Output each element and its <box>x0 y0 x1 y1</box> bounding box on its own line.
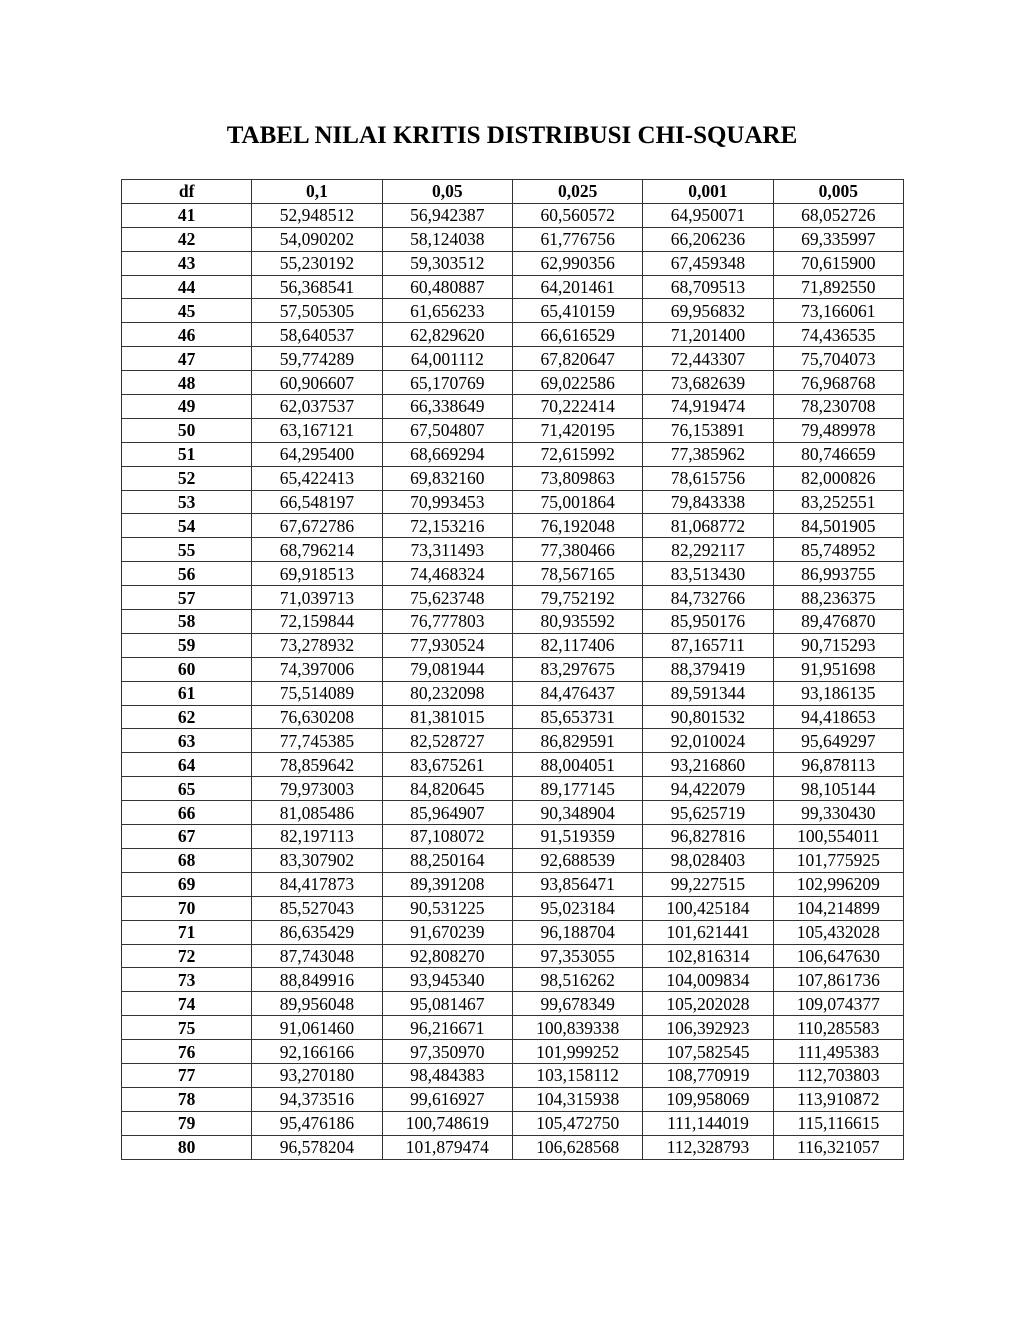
df-cell: 52 <box>122 466 252 490</box>
column-header-alpha: 0,05 <box>382 180 512 204</box>
value-cell: 74,436535 <box>773 323 903 347</box>
df-cell: 72 <box>122 944 252 968</box>
value-cell: 96,578204 <box>252 1135 382 1159</box>
table-row <box>122 753 904 777</box>
df-cell: 44 <box>122 275 252 299</box>
value-cell: 63,167121 <box>252 418 382 442</box>
df-cell: 41 <box>122 203 252 227</box>
value-cell: 61,776756 <box>512 227 642 251</box>
value-cell: 115,116615 <box>773 1111 903 1135</box>
table-row <box>122 347 904 371</box>
page-title: TABEL NILAI KRITIS DISTRIBUSI CHI-SQUARE <box>226 122 798 149</box>
value-cell: 80,232098 <box>382 681 512 705</box>
value-cell: 54,090202 <box>252 227 382 251</box>
df-cell: 47 <box>122 347 252 371</box>
value-cell: 67,459348 <box>643 251 773 275</box>
value-cell: 89,391208 <box>382 872 512 896</box>
value-cell: 60,906607 <box>252 371 382 395</box>
df-cell: 61 <box>122 681 252 705</box>
value-cell: 67,820647 <box>512 347 642 371</box>
table-row <box>122 1087 904 1111</box>
df-cell: 46 <box>122 323 252 347</box>
value-cell: 66,338649 <box>382 395 512 419</box>
df-cell: 65 <box>122 777 252 801</box>
column-header-df: df <box>122 180 252 204</box>
value-cell: 71,420195 <box>512 418 642 442</box>
df-cell: 57 <box>122 586 252 610</box>
table-row <box>122 442 904 466</box>
value-cell: 95,476186 <box>252 1111 382 1135</box>
df-cell: 62 <box>122 705 252 729</box>
value-cell: 69,335997 <box>773 227 903 251</box>
value-cell: 74,919474 <box>643 395 773 419</box>
value-cell: 84,820645 <box>382 777 512 801</box>
value-cell: 110,285583 <box>773 1016 903 1040</box>
value-cell: 100,554011 <box>773 825 903 849</box>
value-cell: 62,829620 <box>382 323 512 347</box>
df-cell: 43 <box>122 251 252 275</box>
value-cell: 81,381015 <box>382 705 512 729</box>
value-cell: 85,527043 <box>252 896 382 920</box>
table-row <box>122 1111 904 1135</box>
value-cell: 77,930524 <box>382 633 512 657</box>
value-cell: 116,321057 <box>773 1135 903 1159</box>
value-cell: 89,476870 <box>773 610 903 634</box>
table-body <box>122 203 904 1159</box>
value-cell: 82,197113 <box>252 825 382 849</box>
value-cell: 76,968768 <box>773 371 903 395</box>
value-cell: 77,745385 <box>252 729 382 753</box>
value-cell: 101,621441 <box>643 920 773 944</box>
value-cell: 111,144019 <box>643 1111 773 1135</box>
df-cell: 71 <box>122 920 252 944</box>
value-cell: 59,303512 <box>382 251 512 275</box>
value-cell: 106,628568 <box>512 1135 642 1159</box>
value-cell: 90,715293 <box>773 633 903 657</box>
table-row <box>122 848 904 872</box>
table-row <box>122 538 904 562</box>
df-cell: 50 <box>122 418 252 442</box>
chi-square-table <box>121 179 904 1160</box>
value-cell: 96,827816 <box>643 825 773 849</box>
value-cell: 72,159844 <box>252 610 382 634</box>
table-row <box>122 514 904 538</box>
df-cell: 54 <box>122 514 252 538</box>
value-cell: 91,061460 <box>252 1016 382 1040</box>
value-cell: 73,809863 <box>512 466 642 490</box>
value-cell: 100,425184 <box>643 896 773 920</box>
value-cell: 102,996209 <box>773 872 903 896</box>
value-cell: 66,548197 <box>252 490 382 514</box>
value-cell: 102,816314 <box>643 944 773 968</box>
value-cell: 79,081944 <box>382 657 512 681</box>
df-cell: 79 <box>122 1111 252 1135</box>
value-cell: 95,023184 <box>512 896 642 920</box>
table-row <box>122 610 904 634</box>
value-cell: 86,635429 <box>252 920 382 944</box>
value-cell: 94,418653 <box>773 705 903 729</box>
df-cell: 49 <box>122 395 252 419</box>
table-row <box>122 681 904 705</box>
table-row <box>122 299 904 323</box>
df-cell: 78 <box>122 1087 252 1111</box>
value-cell: 69,022586 <box>512 371 642 395</box>
value-cell: 87,165711 <box>643 633 773 657</box>
value-cell: 56,942387 <box>382 203 512 227</box>
df-cell: 42 <box>122 227 252 251</box>
column-header-alpha: 0,001 <box>643 180 773 204</box>
value-cell: 73,166061 <box>773 299 903 323</box>
value-cell: 98,484383 <box>382 1063 512 1087</box>
value-cell: 58,124038 <box>382 227 512 251</box>
value-cell: 67,504807 <box>382 418 512 442</box>
df-cell: 63 <box>122 729 252 753</box>
value-cell: 91,519359 <box>512 825 642 849</box>
value-cell: 101,775925 <box>773 848 903 872</box>
value-cell: 107,861736 <box>773 968 903 992</box>
df-cell: 74 <box>122 992 252 1016</box>
table-row <box>122 801 904 825</box>
value-cell: 68,052726 <box>773 203 903 227</box>
value-cell: 101,999252 <box>512 1040 642 1064</box>
column-header-alpha: 0,025 <box>512 180 642 204</box>
value-cell: 70,993453 <box>382 490 512 514</box>
value-cell: 92,808270 <box>382 944 512 968</box>
table-row <box>122 825 904 849</box>
table-row <box>122 251 904 275</box>
value-cell: 68,796214 <box>252 538 382 562</box>
value-cell: 75,514089 <box>252 681 382 705</box>
value-cell: 69,832160 <box>382 466 512 490</box>
value-cell: 97,353055 <box>512 944 642 968</box>
value-cell: 72,615992 <box>512 442 642 466</box>
value-cell: 97,350970 <box>382 1040 512 1064</box>
value-cell: 64,001112 <box>382 347 512 371</box>
value-cell: 85,748952 <box>773 538 903 562</box>
table-row <box>122 395 904 419</box>
value-cell: 105,472750 <box>512 1111 642 1135</box>
value-cell: 88,250164 <box>382 848 512 872</box>
value-cell: 95,081467 <box>382 992 512 1016</box>
value-cell: 104,214899 <box>773 896 903 920</box>
value-cell: 79,489978 <box>773 418 903 442</box>
value-cell: 78,859642 <box>252 753 382 777</box>
value-cell: 72,443307 <box>643 347 773 371</box>
table-row <box>122 920 904 944</box>
value-cell: 52,948512 <box>252 203 382 227</box>
value-cell: 72,153216 <box>382 514 512 538</box>
df-cell: 76 <box>122 1040 252 1064</box>
table-row <box>122 490 904 514</box>
value-cell: 95,649297 <box>773 729 903 753</box>
value-cell: 71,039713 <box>252 586 382 610</box>
value-cell: 75,001864 <box>512 490 642 514</box>
value-cell: 82,000826 <box>773 466 903 490</box>
table-row <box>122 371 904 395</box>
value-cell: 83,307902 <box>252 848 382 872</box>
value-cell: 84,501905 <box>773 514 903 538</box>
df-cell: 48 <box>122 371 252 395</box>
value-cell: 76,153891 <box>643 418 773 442</box>
value-cell: 104,009834 <box>643 968 773 992</box>
value-cell: 66,206236 <box>643 227 773 251</box>
value-cell: 88,004051 <box>512 753 642 777</box>
value-cell: 70,222414 <box>512 395 642 419</box>
value-cell: 78,230708 <box>773 395 903 419</box>
value-cell: 70,615900 <box>773 251 903 275</box>
value-cell: 58,640537 <box>252 323 382 347</box>
value-cell: 88,379419 <box>643 657 773 681</box>
table-row <box>122 227 904 251</box>
value-cell: 90,801532 <box>643 705 773 729</box>
df-cell: 77 <box>122 1063 252 1087</box>
value-cell: 99,678349 <box>512 992 642 1016</box>
value-cell: 61,656233 <box>382 299 512 323</box>
value-cell: 73,682639 <box>643 371 773 395</box>
value-cell: 95,625719 <box>643 801 773 825</box>
df-cell: 51 <box>122 442 252 466</box>
value-cell: 75,623748 <box>382 586 512 610</box>
value-cell: 73,311493 <box>382 538 512 562</box>
value-cell: 96,878113 <box>773 753 903 777</box>
df-cell: 56 <box>122 562 252 586</box>
value-cell: 80,935592 <box>512 610 642 634</box>
value-cell: 82,292117 <box>643 538 773 562</box>
value-cell: 105,432028 <box>773 920 903 944</box>
df-cell: 53 <box>122 490 252 514</box>
df-cell: 45 <box>122 299 252 323</box>
df-cell: 69 <box>122 872 252 896</box>
value-cell: 60,480887 <box>382 275 512 299</box>
value-cell: 60,560572 <box>512 203 642 227</box>
value-cell: 85,964907 <box>382 801 512 825</box>
value-cell: 112,328793 <box>643 1135 773 1159</box>
value-cell: 68,669294 <box>382 442 512 466</box>
value-cell: 75,704073 <box>773 347 903 371</box>
value-cell: 90,531225 <box>382 896 512 920</box>
column-header-alpha: 0,1 <box>252 180 382 204</box>
df-cell: 55 <box>122 538 252 562</box>
table-row <box>122 872 904 896</box>
value-cell: 93,270180 <box>252 1063 382 1087</box>
value-cell: 77,380466 <box>512 538 642 562</box>
value-cell: 85,950176 <box>643 610 773 634</box>
value-cell: 81,068772 <box>643 514 773 538</box>
value-cell: 87,108072 <box>382 825 512 849</box>
value-cell: 73,278932 <box>252 633 382 657</box>
value-cell: 92,010024 <box>643 729 773 753</box>
value-cell: 65,410159 <box>512 299 642 323</box>
value-cell: 96,216671 <box>382 1016 512 1040</box>
value-cell: 100,839338 <box>512 1016 642 1040</box>
value-cell: 91,951698 <box>773 657 903 681</box>
value-cell: 113,910872 <box>773 1087 903 1111</box>
value-cell: 79,843338 <box>643 490 773 514</box>
value-cell: 83,252551 <box>773 490 903 514</box>
df-cell: 70 <box>122 896 252 920</box>
value-cell: 78,615756 <box>643 466 773 490</box>
value-cell: 65,170769 <box>382 371 512 395</box>
value-cell: 103,158112 <box>512 1063 642 1087</box>
value-cell: 96,188704 <box>512 920 642 944</box>
value-cell: 76,777803 <box>382 610 512 634</box>
table-row <box>122 1063 904 1087</box>
value-cell: 112,703803 <box>773 1063 903 1087</box>
value-cell: 89,956048 <box>252 992 382 1016</box>
df-cell: 67 <box>122 825 252 849</box>
value-cell: 104,315938 <box>512 1087 642 1111</box>
value-cell: 87,743048 <box>252 944 382 968</box>
value-cell: 82,528727 <box>382 729 512 753</box>
value-cell: 76,192048 <box>512 514 642 538</box>
value-cell: 92,688539 <box>512 848 642 872</box>
value-cell: 109,074377 <box>773 992 903 1016</box>
header-row <box>122 180 904 204</box>
value-cell: 64,201461 <box>512 275 642 299</box>
value-cell: 74,397006 <box>252 657 382 681</box>
value-cell: 106,392923 <box>643 1016 773 1040</box>
value-cell: 84,417873 <box>252 872 382 896</box>
value-cell: 69,918513 <box>252 562 382 586</box>
df-cell: 75 <box>122 1016 252 1040</box>
value-cell: 55,230192 <box>252 251 382 275</box>
value-cell: 66,616529 <box>512 323 642 347</box>
value-cell: 84,476437 <box>512 681 642 705</box>
table-row <box>122 992 904 1016</box>
value-cell: 111,495383 <box>773 1040 903 1064</box>
value-cell: 98,105144 <box>773 777 903 801</box>
value-cell: 105,202028 <box>643 992 773 1016</box>
value-cell: 94,422079 <box>643 777 773 801</box>
df-cell: 58 <box>122 610 252 634</box>
df-cell: 60 <box>122 657 252 681</box>
value-cell: 64,295400 <box>252 442 382 466</box>
column-header-alpha: 0,005 <box>773 180 903 204</box>
value-cell: 62,990356 <box>512 251 642 275</box>
table-row <box>122 705 904 729</box>
value-cell: 84,732766 <box>643 586 773 610</box>
value-cell: 88,236375 <box>773 586 903 610</box>
value-cell: 80,746659 <box>773 442 903 466</box>
table-row <box>122 466 904 490</box>
table-row <box>122 418 904 442</box>
value-cell: 71,201400 <box>643 323 773 347</box>
value-cell: 81,085486 <box>252 801 382 825</box>
table-row <box>122 1016 904 1040</box>
value-cell: 98,028403 <box>643 848 773 872</box>
value-cell: 90,348904 <box>512 801 642 825</box>
value-cell: 101,879474 <box>382 1135 512 1159</box>
value-cell: 59,774289 <box>252 347 382 371</box>
value-cell: 89,177145 <box>512 777 642 801</box>
df-cell: 64 <box>122 753 252 777</box>
value-cell: 93,856471 <box>512 872 642 896</box>
value-cell: 99,227515 <box>643 872 773 896</box>
value-cell: 86,829591 <box>512 729 642 753</box>
value-cell: 93,216860 <box>643 753 773 777</box>
value-cell: 106,647630 <box>773 944 903 968</box>
value-cell: 92,166166 <box>252 1040 382 1064</box>
value-cell: 98,516262 <box>512 968 642 992</box>
df-cell: 68 <box>122 848 252 872</box>
value-cell: 76,630208 <box>252 705 382 729</box>
table-row <box>122 777 904 801</box>
df-cell: 80 <box>122 1135 252 1159</box>
value-cell: 83,513430 <box>643 562 773 586</box>
value-cell: 67,672786 <box>252 514 382 538</box>
value-cell: 68,709513 <box>643 275 773 299</box>
value-cell: 77,385962 <box>643 442 773 466</box>
value-cell: 79,973003 <box>252 777 382 801</box>
value-cell: 89,591344 <box>643 681 773 705</box>
value-cell: 83,297675 <box>512 657 642 681</box>
table-row <box>122 633 904 657</box>
table-row <box>122 1040 904 1064</box>
table-row <box>122 275 904 299</box>
value-cell: 108,770919 <box>643 1063 773 1087</box>
value-cell: 69,956832 <box>643 299 773 323</box>
value-cell: 57,505305 <box>252 299 382 323</box>
df-cell: 66 <box>122 801 252 825</box>
value-cell: 94,373516 <box>252 1087 382 1111</box>
table-row <box>122 323 904 347</box>
table-row <box>122 203 904 227</box>
value-cell: 91,670239 <box>382 920 512 944</box>
value-cell: 109,958069 <box>643 1087 773 1111</box>
table-row <box>122 657 904 681</box>
value-cell: 93,945340 <box>382 968 512 992</box>
value-cell: 62,037537 <box>252 395 382 419</box>
value-cell: 99,616927 <box>382 1087 512 1111</box>
df-cell: 59 <box>122 633 252 657</box>
table-row <box>122 944 904 968</box>
table-row <box>122 968 904 992</box>
df-cell: 73 <box>122 968 252 992</box>
value-cell: 74,468324 <box>382 562 512 586</box>
table-row <box>122 586 904 610</box>
value-cell: 100,748619 <box>382 1111 512 1135</box>
value-cell: 71,892550 <box>773 275 903 299</box>
value-cell: 64,950071 <box>643 203 773 227</box>
value-cell: 78,567165 <box>512 562 642 586</box>
table-row <box>122 729 904 753</box>
table-row <box>122 1135 904 1159</box>
table-row <box>122 562 904 586</box>
value-cell: 83,675261 <box>382 753 512 777</box>
value-cell: 107,582545 <box>643 1040 773 1064</box>
value-cell: 79,752192 <box>512 586 642 610</box>
value-cell: 99,330430 <box>773 801 903 825</box>
value-cell: 93,186135 <box>773 681 903 705</box>
table-header <box>122 180 904 204</box>
value-cell: 56,368541 <box>252 275 382 299</box>
value-cell: 65,422413 <box>252 466 382 490</box>
table-row <box>122 896 904 920</box>
value-cell: 85,653731 <box>512 705 642 729</box>
value-cell: 88,849916 <box>252 968 382 992</box>
value-cell: 82,117406 <box>512 633 642 657</box>
value-cell: 86,993755 <box>773 562 903 586</box>
